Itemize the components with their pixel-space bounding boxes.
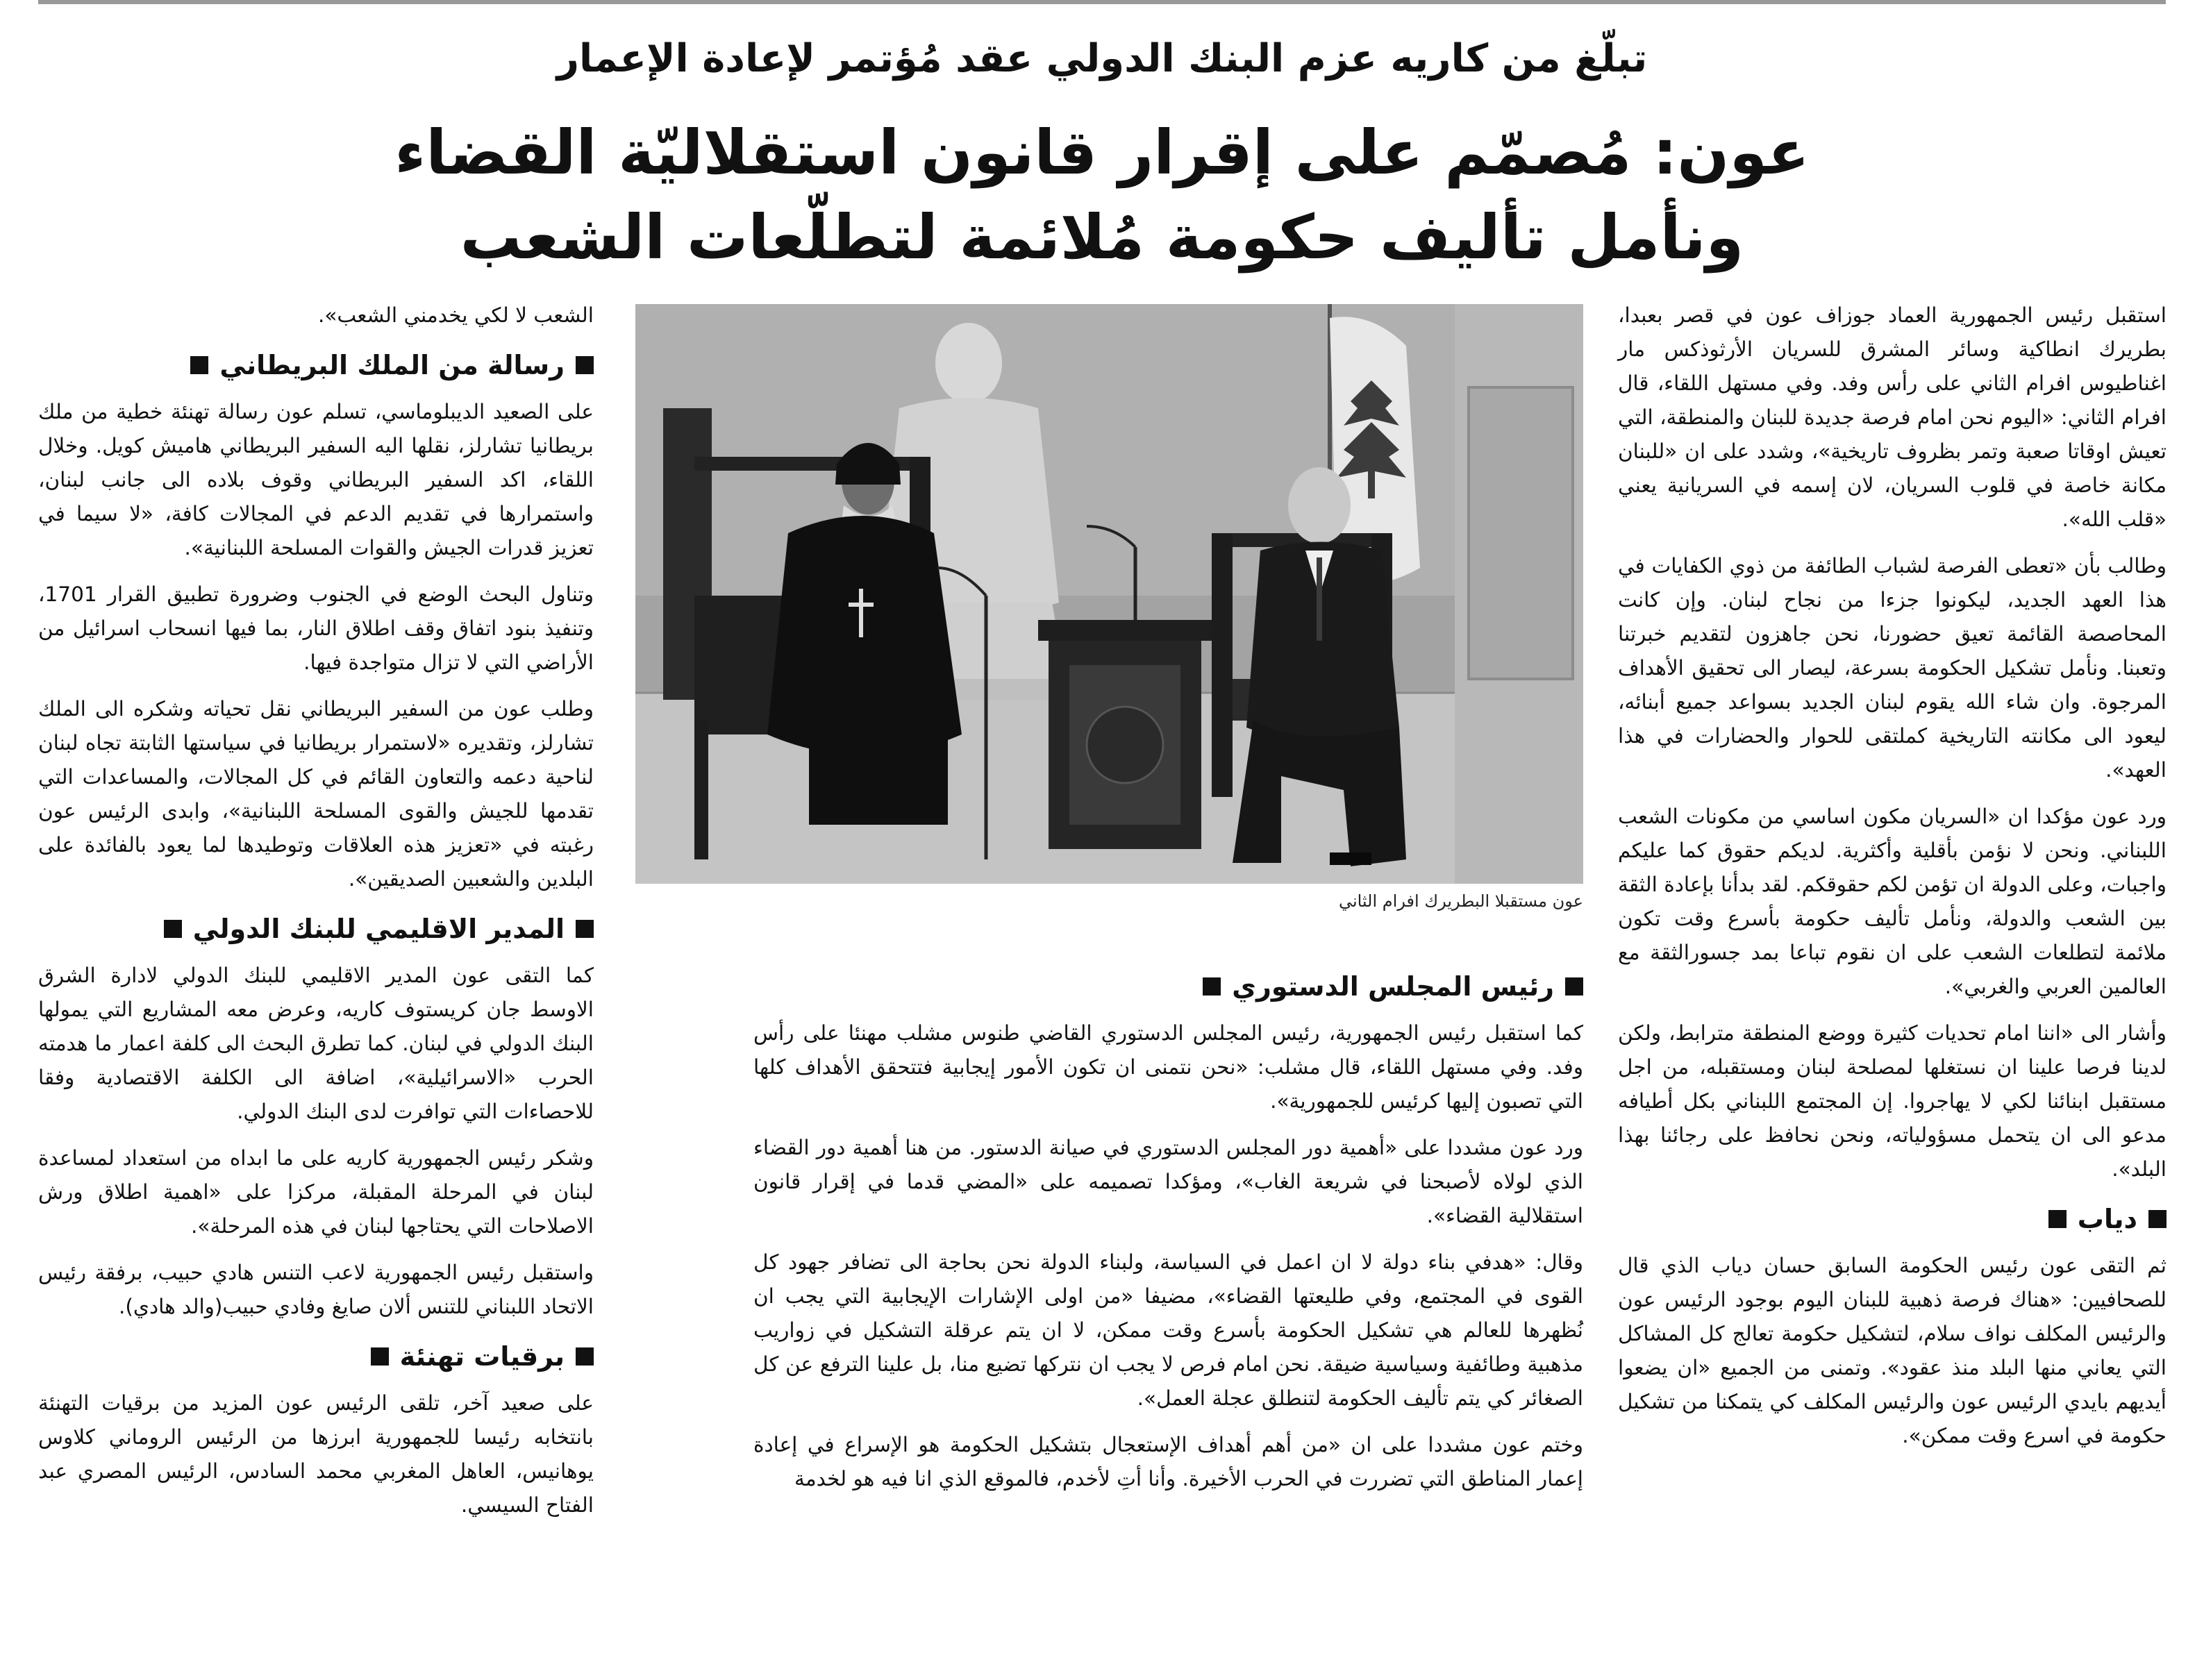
paragraph: وطالب بأن «تعطى الفرصة لشباب الطائفة من ذوي الكفايات في هذا العهد الجديد، ليكونوا جزءا من نجاح لبنان. وإن كانت المحاصصة القائمة تعيق حضورنا، نحن جاهزون لتقديم خبرتنا وتعبنا. ونأمل تشكيل الحكومة بسرعة، ليصار الى تحقيق الأهداف المرجوة. وان شاء الله يقوم لبنان الجديد بسواعد جميع أبنائه، ليعود الى مكانته التاريخية كملتقى للحوار والحضارات في هذا العهد». [1618,554,2167,782]
headline-main-line2: ونأمل تأليف حكومة مُلائمة لتطلّعات الشعب [460,201,1744,273]
paragraph: وقال: «هدفي بناء دولة لا ان اعمل في السياسة، ولبناء الدولة نحن بحاجة الى تضافر جهود كل القوى في المجتمع، وفي طليعتها القضاء»، مضيفا «من اولى الإشارات الإيجابية التي يجب ان نُظهرها للعالم هي تشكيل الحكومة بأسرع وقت ممكن، لا ان يتم عرقلة التشكيل في زواريب مذهبية وطائفية وسياسية ضيقة. نحن امام فرص لا يجب ان نتركها تضيع منا، بل علينا الترفع عن كل الصغائر كي يتم تأليف الحكومة لتنطلق عجلة العمل». [753,1250,1583,1410]
paragraph: واستقبل رئيس الجمهورية لاعب التنس هادي حبيب، برفقة رئيس الاتحاد اللبناني للتنس ألان صايغ وفادي حبيب(والد هادي). [38,1261,594,1318]
article-column-right [1618,299,2167,1465]
paragraph: وشكر رئيس الجمهورية كاريه على ما ابداه من استعداد لمساعدة لبنان في المرحلة المقبلة، مركزا على «اهمية اطلاق ورش الاصلاحات التي يحتاجها لبنان في هذه المرحلة». [38,1146,594,1238]
bullet-square-icon [190,356,208,374]
subheading-constitutional-council [753,966,1583,1007]
bullet-square-icon [576,1347,594,1366]
subheading-text: دياب [2077,1204,2137,1234]
subheading-text: رسالة من الملك البريطاني [219,350,565,380]
subheading-british-king [38,345,594,385]
paragraph: استقبل رئيس الجمهورية العماد جوزاف عون في قصر بعبدا، بطريرك انطاكية وسائر المشرق للسريان الأرثوذكس مار اغناطيوس افرام الثاني على رأس وفد. وفي مستهل اللقاء، قال افرام الثاني: «اليوم نحن امام فرصة جديدة للبنان والمنطقة، التي تعيش اوقاتا صعبة وتمر بظروف تاريخية»، وشدد على ان «للبنان مكانة خاصة في قلوب السريان، لان إسمه في السريانية يعني «قلب الله». [1618,303,2167,531]
subheading-diab [1618,1199,2167,1239]
paragraph: ورد عون مشددا على «أهمية دور المجلس الدستوري في صيانة الدستور. من هنا أهمية دور القضاء الذي لولاه لأصبحنا في شريعة الغاب»، ومؤكدا تصميمه على «المضي قدما في إقرار قانون استقلالية القضاء». [753,1136,1583,1227]
paragraph: كما التقى عون المدير الاقليمي للبنك الدولي لادارة الشرق الاوسط جان كريستوف كاريه، وعرض معه المشاريع التي يمولها البنك الدولي في لبنان. كما تطرق البحث الى كلفة اعمار ما هدمته الحرب «الاسرائيلية»، اضافة الى الكلفة الاقتصادية وفقا للاحصاءات التي توافرت لدى البنك الدولي. [38,964,594,1123]
photo-caption: عون مستقبلا البطريرك افرام الثاني [1338,891,1583,911]
paragraph: الشعب لا لكي يخدمني الشعب». [317,303,594,327]
paragraph: كما استقبل رئيس الجمهورية، رئيس المجلس الدستوري القاضي طنوس مشلب مهنئا على رأس وفد. وفي مستهل اللقاء، قال مشلب: «نحن نتمنى ان تكون الأمور إيجابية فتتحقق الأهداف كلها التي تصبون إليها كرئيس للجمهورية». [753,1021,1583,1113]
article-column-middle [753,964,1583,1509]
subheading-text: رئيس المجلس الدستوري [1232,971,1554,1002]
subheading-text: المدير الاقليمي للبنك الدولي [192,914,565,944]
bullet-square-icon [1565,977,1583,996]
subheading-congratulations [38,1336,594,1377]
paragraph: على صعيد آخر، تلقى الرئيس عون المزيد من برقيات التهنئة بانتخابه رئيسا للجمهورية ابرزها من الرئيس الروماني كلاوس يوهانيس، العاهل المغربي محمد السادس، الرئيس المصري عبد الفتاح السيسي. [38,1391,594,1517]
paragraph: وطلب عون من السفير البريطاني نقل تحياته وشكره الى الملك تشارلز، وتقديره «لاستمرار بريطانيا في سياستها الثابتة تجاه لبنان لناحية دعمه والتعاون القائم في كل المجالات، والمساعدات التي تقدمها للجيش والقوى المسلحة اللبنانية»، وابدى الرئيس عون رغبته في «تعزيز هذه العلاقات وتوطيدها لما يعود بالفائدة على البلدين والشعبين الصديقين». [38,697,594,891]
subheading-world-bank [38,909,594,949]
bullet-square-icon [164,920,182,938]
article-column-left [38,299,594,1535]
bullet-square-icon [2048,1210,2067,1228]
news-photo [635,304,1583,884]
headline-main-line1: عون: مُصمّم على إقرار قانون استقلاليّة القضاء [394,117,1810,188]
top-rule [38,0,2166,4]
bullet-square-icon [576,920,594,938]
subheading-text: برقيات تهنئة [399,1341,565,1372]
paragraph: وتناول البحث الوضع في الجنوب وضرورة تطبيق القرار 1701، وتنفيذ بنود اتفاق وقف اطلاق النار، بما فيها انسحاب اسرائيل من الأراضي التي لا تزال متواجدة فيها. [38,582,594,674]
paragraph: وختم عون مشددا على ان «من أهم أهداف الإستعجال بتشكيل الحكومة هو الإسراع في إعادة إعمار المناطق التي تضررت في الحرب الأخيرة. وأنا أتِ لأخدم، فالموقع الذي انا فيه هو لخدمة [753,1433,1583,1490]
headline-kicker: تبلّغ من كاريه عزم البنك الدولي عقد مُؤتمر لإعادة الإعمار [556,36,1648,81]
paragraph: ورد عون مؤكدا ان «السريان مكون اساسي من مكونات الشعب اللبناني. ونحن لا نؤمن بأقلية وأكثرية. لديكم حقوق كما عليكم واجبات، وعلى الدولة ان تؤمن لكم حقوقكم. لقد بدأنا بإعادة الثقة بين الشعب والدولة، ونأمل تأليف حكومة بأسرع وقت تكون ملائمة لتطلعات الشعب على ان نقوم تباعا بمد جسورالثقة مع العالمين العربي والغربي». [1618,805,2167,998]
bullet-square-icon [576,356,594,374]
bullet-square-icon [371,1347,389,1366]
bullet-square-icon [2148,1210,2167,1228]
paragraph: وأشار الى «اننا امام تحديات كثيرة ووضع المنطقة مترابط، ولكن لدينا فرصا علينا ان نستغلها لمصلحة لبنان ومستقبله، من اجل مستقبل ابنائنا لكي لا يهاجروا. إن المجتمع اللبناني بكل أطيافه مدعو الى ان يتحمل مسؤولياته، ونحن نحافظ على رجائنا بهذا البلد». [1618,1021,2167,1181]
paragraph: على الصعيد الديبلوماسي، تسلم عون رسالة تهنئة خطية من ملك بريطانيا تشارلز، نقلها اليه السفير البريطاني هاميش كويل. وخلال اللقاء، اكد السفير البريطاني وقوف بلاده الى جانب لبنان، واستمرارها في تقديم الدعم في المجالات كافة، «لا سيما في تعزيز قدرات الجيش والقوات المسلحة اللبنانية». [38,400,594,560]
paragraph: ثم التقى عون رئيس الحكومة السابق حسان دياب الذي قال للصحافيين: «هناك فرصة ذهبية للبنان اليوم بوجود الرئيس عون والرئيس المكلف نواف سلام، لتشكيل حكومة تعالج كل المشاكل التي يعاني منها البلد منذ عقود». وتمنى من الجميع «ان يضعوا أيديهم بايدي الرئيس عون والرئيس المكلف كي يتمكنا من تشكيل حكومة في اسرع وقت ممكن». [1618,1254,2167,1447]
bullet-square-icon [1203,977,1221,996]
